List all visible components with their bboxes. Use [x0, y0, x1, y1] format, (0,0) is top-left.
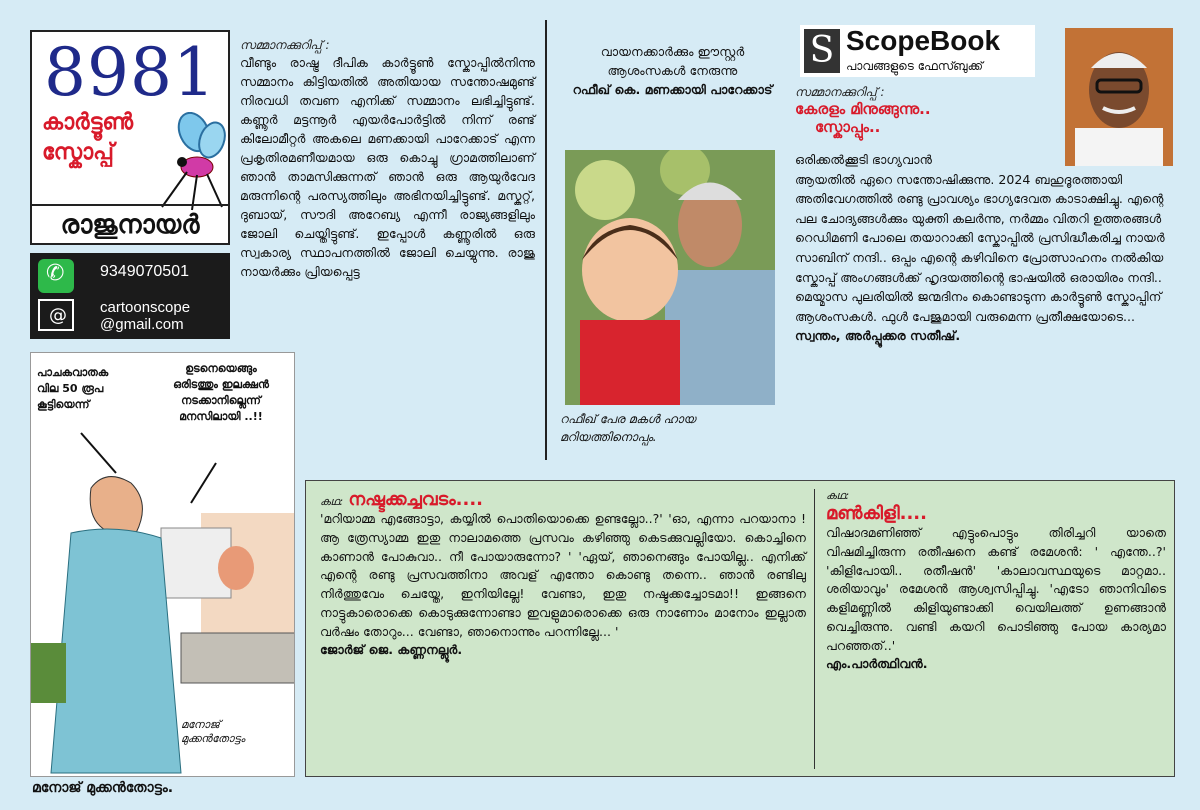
email-icon	[38, 299, 74, 331]
story2-label: കഥ:	[826, 489, 850, 502]
cartoon-caption-left: പാചകവാതക വില 50 രൂപ കൂട്ടിയെന്ന്	[37, 366, 109, 411]
col4-body2: മെയ്മാസ പുലരിയിൽ ജന്മദിനം കൊണ്ടാടുന്ന കാർട്ടൂൺ സ്കോപ്പിന് ആശംസകൾ. ഫുൾ പേജുമായി വരുമെന്ന പ്രതീക്ഷയോടെ...	[795, 289, 1162, 324]
prize-note-label: സമ്മാനക്കുറിപ്പ് :	[240, 38, 330, 52]
story-divider	[814, 489, 815, 769]
story1-label: കഥ:	[320, 495, 344, 508]
prize-note-text: വീണ്ടും രാഷ്ട്ര ദീപിക കാർട്ടൂൺ സ്കോപ്പിൽനിന്നു സമ്മാനം കിട്ടിയതിൽ അതിയായ സന്തോഷമുണ്ട് നിരവധി തവണ എനിക്ക് സമ്മാനം ലഭിച്ചിട്ടുണ്ട്. കണ്ണൂർ മട്ടന്നൂർ എയർപോർട്ടിൽ നിന്ന് രണ്ട് കിലോമീറ്റർ അകലെ മണക്കായി പാറേക്കാട് എന്ന പ്രകൃതിരമണീയമായ ഒരു കൊച്ചു ഗ്രാമത്തിലാണ് ഞാൻ താമസിക്കുന്നത് ഞാൻ ഒരു ആയുർവേദ മരുന്നിന്റെ പരസ്യത്തിലും അഭിനയിച്ചിട്ടുണ്ട്. മസ്കറ്റ്, ദുബായ്, സൗദി അറേബ്യ എന്നീ രാജ്യങ്ങളിലും ജോലി ചെയ്തിട്ടുണ്ട്. ഇപ്പോൾ കണ്ണൂരിൽ ഒരു സ്വകാര്യ സ്ഥാപനത്തിൽ ജോലി ചെയ്യുന്നു. രാജു നായർക്കും പ്രിയപ്പെട്ട	[240, 55, 535, 279]
story2-text: വിഷാദമണിഞ്ഞ് എട്ടുംപൊട്ടും തിരിച്ചറി യാതെ വിഷമിച്ചിരുന്ന രതീഷനെ കണ്ട് രമേശൻ: ' എന്തേ..?' 'കിളിപോയി.. രതീഷൻ' 'കാലാവസ്ഥയുടെ മാറ്റമാ.. ശരിയാവും' രമേശൻ ആശ്വസിപ്പിച്ചു. 'എടോ ഞാനിവിടെ കളിമണ്ണിൽ കിളിയുണ്ടാക്കി വെയിലത്ത് ഉണങ്ങാൻ വെച്ചിരുന്നു. വണ്ടി കയറി പൊടിഞ്ഞു പോയ കാര്യമാ പറഞ്ഞത്..'	[826, 525, 1166, 653]
col4-title-line1: കേരളം മിനുങ്ങുന്നു..	[795, 100, 931, 118]
story2-title: മൺകിളി....	[826, 503, 927, 524]
scopebook-logo	[800, 25, 1035, 77]
greeting-column	[560, 42, 785, 99]
masthead-subtitle-line1: കാർട്ടൂൺ	[42, 110, 134, 135]
portrait-illustration	[1065, 28, 1173, 166]
photo-caption: റഫീഖ് പേര മകൾ ഹായ മറിയത്തിനൊപ്പം.	[560, 412, 696, 444]
column-divider	[545, 20, 547, 460]
masthead	[30, 30, 230, 245]
mosquito-icon	[152, 112, 232, 212]
story1-text: 'മറിയാമ്മ എങ്ങോട്ടാ, കയ്യിൽ പൊതിയൊക്കെ ഉണ്ടല്ലോ..?' 'ഓ, എന്നാ പറയാനാ ! ആ ത്രേസ്യാമ്മ ഇതു നാലാമത്തെ പ്രസവം കഴിഞ്ഞു കെടക്കുവല്ലിയോ. കൊച്ചിനെ കാണാൻ പോകുവാ.. നീ പോയാരുന്നോ? ' 'ഏയ്, ഞാനെങ്ങും പോയില്ല.. എനിക്ക് എന്റെ രണ്ടു പ്രസവത്തിനാ അവള് എന്തോ കൊണ്ടു തന്നെ.. ഞാൻ രണ്ടിലു നിർത്തുവേം ചെയ്തേ, ഇനിയില്ലേ! വേണ്ടാ, ഇതു നഷ്ടക്കച്ചോടമാ!! ഇങ്ങനെ നാട്ടുകാരൊക്കെ കൊടുക്കുന്നോണ്ടാ ഇവളുമാരൊക്കെ ഒരു നാണോം മാനോം ഇല്ലാത വർഷം തോറും... വേണ്ടാ, ഞാനൊന്നും പറന്നില്ലേ... '	[320, 511, 806, 639]
contributor-portrait	[1065, 28, 1173, 166]
col4-body: ആയതിൽ ഏറെ സന്തോഷിക്കുന്നു. 2024 ബഹുദൂരത്തായി അതിവേഗത്തിൽ രണ്ടു പ്രാവശ്യം ഭാഗ്യദേവത കാടാക്ഷിച്ചു. എന്റെ പല ചോദ്യങ്ങൾക്കും യുക്തി കലർന്നു, നർമ്മം വിതറി ഉത്തരങ്ങൾ റെഡിമണി പോലെ തയാറാക്കി സ്കോപ്പിൽ പ്രസിദ്ധീകരിച്ച നായർ സാബിന് നന്ദി.. ഒപ്പം എന്റെ കഴിവിനെ പ്രോത്സാഹനം നൽകിയ സ്കോപ്പ് അംഗങ്ങൾക്ക് ഹൃദയത്തിന്റെ ഭാഷയിൽ ഒരായിരം നന്ദി..	[795, 171, 1165, 285]
issue-number: 8981	[44, 34, 216, 111]
whatsapp-icon	[38, 259, 74, 293]
col4-lead: ഒരിക്കൽക്കൂടി ഭാഗ്യവാൻ	[795, 152, 932, 167]
greeting-text: വായനക്കാർക്കും ഈസ്റ്റർ ആശംസകൾ നേരുന്നു	[600, 44, 745, 78]
scopebook-subtitle: പാവങ്ങളുടെ ഫേസ്ബുക്ക്	[846, 59, 983, 73]
family-photo	[565, 150, 775, 405]
story1-title: നഷ്ടക്കച്ചവടം....	[348, 489, 484, 510]
story2-author: എം.പാർത്ഥിവൻ.	[826, 655, 928, 671]
cartoon-panel	[30, 352, 295, 777]
scopebook-column-text	[795, 150, 1175, 346]
email-line1: cartoonscope	[100, 299, 191, 316]
story-right	[826, 489, 1166, 672]
col4-signature: സ്വന്തം, അർപ്പൂക്കര സതീഷ്.	[795, 328, 961, 344]
cartoonist-name: മനോജ് മുക്കൻതോട്ടം.	[32, 780, 174, 796]
contact-box	[30, 253, 230, 339]
scopebook-title: ScopeBook	[846, 25, 1001, 56]
stories-box	[305, 480, 1175, 777]
col4-title-line2: സ്കോപ്പും..	[815, 118, 881, 136]
editor-name: രാജുനായർ	[32, 204, 228, 241]
email-address	[100, 299, 190, 333]
prize-note-column	[240, 38, 535, 281]
cartoon-signature: മനോജ് മുക്കൻതോട്ടം	[181, 718, 245, 745]
phone-number: 9349070501	[100, 263, 189, 280]
scopebook-column-header	[795, 85, 1055, 136]
photo-illustration	[565, 150, 775, 405]
greeting-name: റഫീഖ് കെ. മണക്കായി പാറേക്കാട്	[572, 82, 773, 97]
cartoon-caption-right: ഉടനെയെങ്ങും ഒരിടത്തും ഇലക്ഷൻ നടക്കാനില്ലെന്ന് മനസിലായി ..!!	[173, 362, 269, 423]
col4-label: സമ്മാനക്കുറിപ്പ് :	[795, 85, 885, 99]
email-line2: @gmail.com	[100, 316, 184, 333]
masthead-subtitle-line2: സ്കോപ്പ്	[42, 140, 114, 165]
cartoon-drawing	[31, 353, 295, 777]
story-left	[320, 489, 806, 658]
story1-author: ജോർജ് ജെ. കണ്ണനല്ലൂർ.	[320, 641, 463, 657]
scopebook-letter-icon: S	[804, 29, 840, 73]
